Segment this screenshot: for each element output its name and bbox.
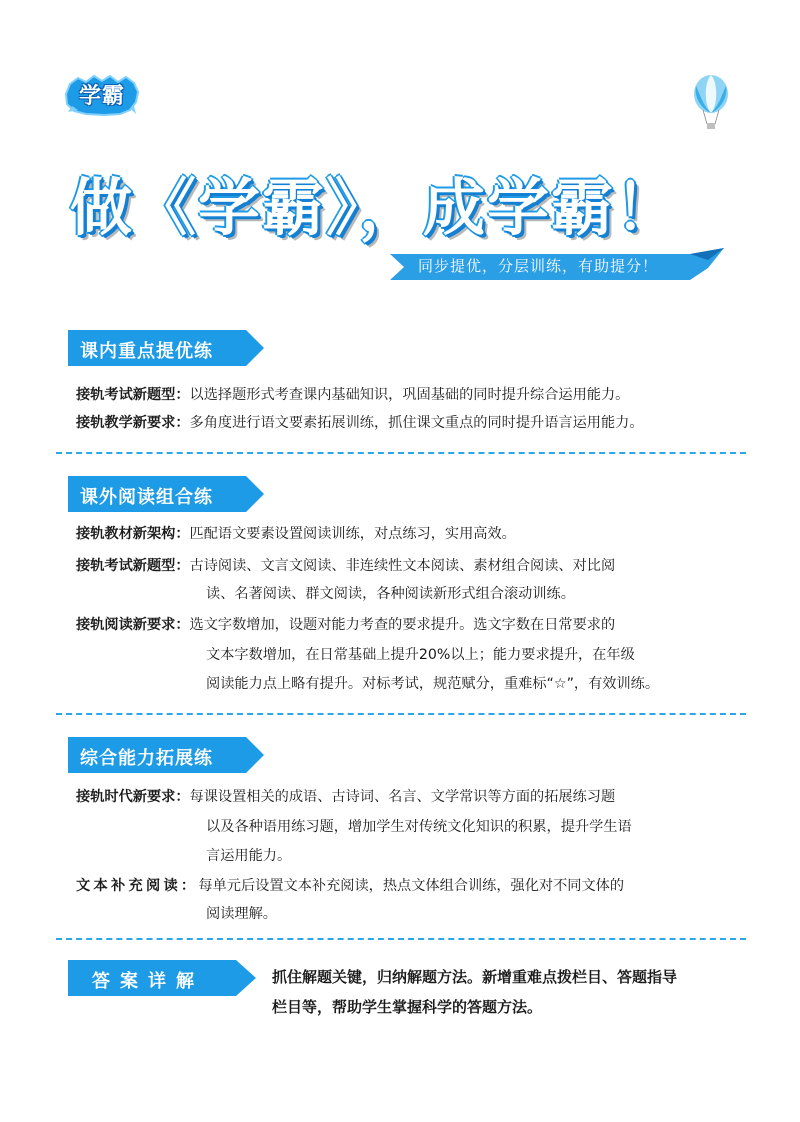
section-header-3 (68, 737, 264, 773)
item-text-continued: 以及各种语用练习题，增加学生对传统文化知识的积累，提升学生语 (206, 819, 632, 835)
section-title: 综合能力拓展练 (80, 748, 213, 769)
item-text: 以选择题形式考查课内基础知识，巩固基础的同时提升综合运用能力。 (189, 387, 630, 403)
section-title: 课内重点提优练 (80, 341, 213, 362)
section-1-item-2 (76, 409, 644, 437)
item-key: 接轨考试新题型： (76, 558, 190, 574)
headline-text: 做《学霸》，成学霸！ (70, 171, 680, 244)
section-2-item-3 (76, 611, 615, 639)
dashed-divider (56, 713, 746, 715)
section-1-item-1 (76, 381, 629, 409)
item-key: 接轨教学新要求： (76, 415, 190, 431)
section-3-item-1 (76, 783, 615, 811)
section-title: 课外阅读组合练 (80, 487, 213, 508)
item-key: 接轨阅读新要求： (76, 617, 190, 633)
item-text-continued: 阅读理解。 (206, 906, 277, 922)
slogan-ribbon (390, 248, 724, 280)
answer-line: 栏目等，帮助学生掌握科学的答题方法。 (272, 998, 543, 1016)
section-header-2 (68, 476, 264, 512)
item-text: 古诗阅读、文言文阅读、非连续性文本阅读、素材组合阅读、对比阅 (189, 558, 616, 574)
section-2-item-1 (76, 520, 516, 548)
answer-line: 抓住解题关键，归纳解题方法。新增重难点拨栏目、答题指导 (272, 968, 678, 986)
logo-text: 学霸 (78, 84, 125, 109)
answer-section-header (68, 960, 256, 996)
item-key: 接轨时代新要求： (76, 789, 190, 805)
item-text: 选文字数增加，设题对能力考查的要求提升。选文字数在日常要求的 (189, 617, 616, 633)
answer-title: 答案详解 (92, 971, 204, 992)
hot-air-balloon-icon (692, 74, 730, 134)
main-headline (70, 158, 750, 244)
item-text-continued: 言运用能力。 (206, 848, 292, 864)
item-text: 匹配语文要素设置阅读训练，对点练习，实用高效。 (189, 526, 516, 542)
section-2-item-2 (76, 552, 615, 580)
item-text-continued: 阅读能力点上略有提升。对标考试，规范赋分，重难标“☆”，有效训练。 (206, 676, 660, 692)
item-key: 接轨教材新架构： (76, 526, 190, 542)
dashed-divider (56, 452, 746, 454)
item-key: 接轨考试新题型： (76, 387, 190, 403)
slogan-text: 同步提优，分层训练，有助提分！ (418, 257, 659, 275)
answer-description (272, 962, 677, 1022)
dashed-divider (56, 938, 746, 940)
item-text: 每课设置相关的成语、古诗词、名言、文学常识等方面的拓展练习题 (189, 789, 616, 805)
item-text: 多角度进行语文要素拓展训练，抓住课文重点的同时提升语言运用能力。 (189, 415, 644, 431)
item-key: 文本补充阅读： (76, 878, 199, 894)
section-3-item-2 (76, 872, 624, 900)
xueba-logo (64, 74, 140, 116)
item-text-continued: 读、名著阅读、群文阅读，各种阅读新形式组合滚动训练。 (206, 586, 575, 602)
item-text-continued: 文本字数增加，在日常基础上提升20%以上；能力要求提升，在年级 (206, 647, 635, 663)
item-text: 每单元后设置文本补充阅读，热点文体组合训练，强化对不同文体的 (198, 878, 625, 894)
section-header-1 (68, 330, 264, 366)
